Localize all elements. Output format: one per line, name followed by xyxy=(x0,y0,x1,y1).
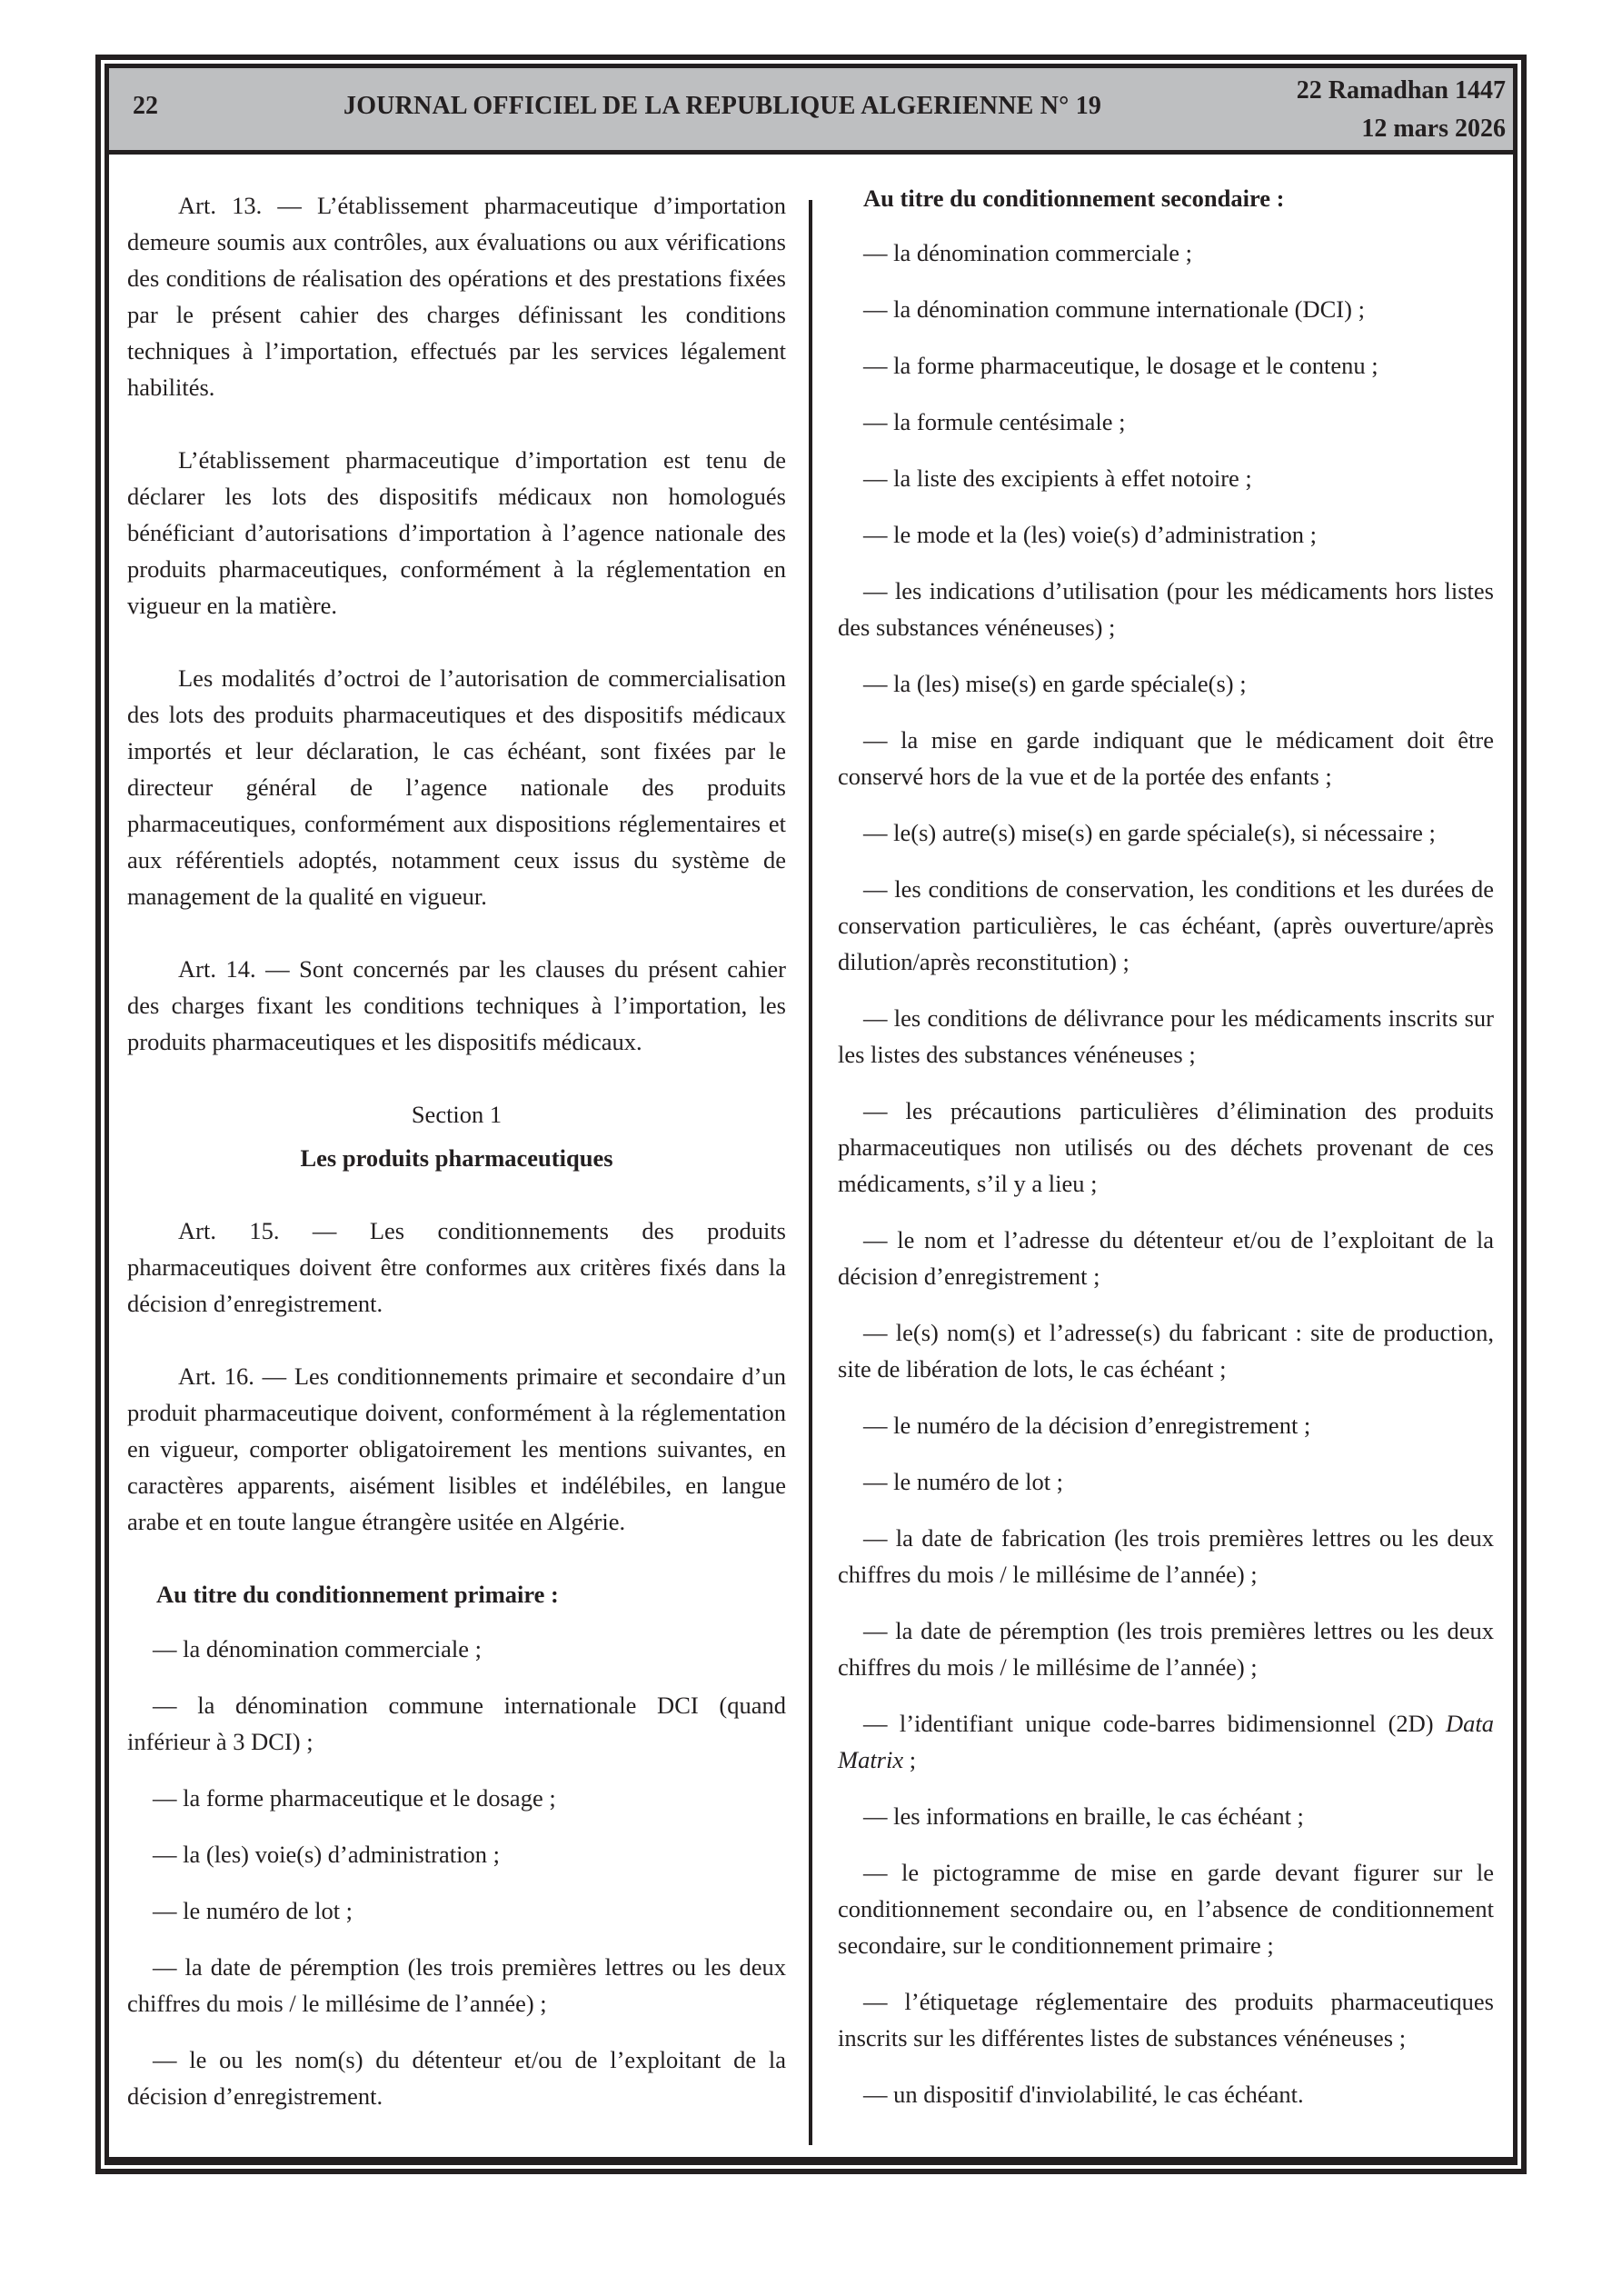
date-gregorian: 12 mars 2026 xyxy=(1361,115,1506,143)
article-16: Art. 16. — Les conditionnements primaire et secondaire d’un produit pharmaceutique doivent, conformément à la réglementation en vigueur, comporter obligatoirement les mentions suivantes, en caractères apparents, aisément lisibles et indélébiles, en langue arabe et en toute langue étrangère usitée en Algérie. xyxy=(127,1363,786,1535)
secondary-item: — la forme pharmaceutique, le dosage et le contenu ; xyxy=(863,352,1378,379)
secondary-item: — le numéro de lot ; xyxy=(863,1468,1064,1495)
datamatrix-suffix: ; xyxy=(903,1746,917,1773)
secondary-item: — les indications d’utilisation (pour les médicaments hors listes des substances vénéneuses) ; xyxy=(838,577,1494,641)
article-13-paragraph-3: Les modalités d’octroi de l’autorisation de commercialisation des lots des produits pharmaceutiques et des dispositifs médicaux importés et leur déclaration, le cas échéant, sont fixées par le directeur général de l’agence nationale des produits pharmaceutiques, conformément aux dispositions réglementaires et aux référentiels adoptés, notamment ceux issus du système de management de la qualité en vigueur. xyxy=(127,664,786,910)
article-14: Art. 14. — Sont concernés par les clauses du présent cahier des charges fixant les conditions techniques à l’importation, les produits pharmaceutiques et les dispositifs médicaux. xyxy=(127,955,786,1055)
left-column xyxy=(127,187,786,2134)
article-15: Art. 15. — Les conditionnements des produits pharmaceutiques doivent être conformes aux critères fixés dans la décision d’enregistrement. xyxy=(127,1217,786,1317)
section-number: Section 1 xyxy=(411,1101,503,1128)
secondary-item: — la dénomination commerciale ; xyxy=(863,239,1193,266)
primary-item: — la forme pharmaceutique et le dosage ; xyxy=(153,1784,556,1812)
issue-date xyxy=(1297,72,1506,148)
article-13-paragraph-2: L’établissement pharmaceutique d’importation est tenu de déclarer les lots des dispositifs médicaux non homologués bénéficiant d’autorisations d’importation à l’agence nationale des produits pharmaceutiques, conformément à la réglementation en vigueur en la matière. xyxy=(127,446,786,619)
article-13-paragraph-1: Art. 13. — L’établissement pharmaceutique d’importation demeure soumis aux contrôles, aux évaluations ou aux vérifications des conditions de réalisation des opérations et des prestations fixées par le présent cahier des charges définissant les conditions techniques à l’importation, effectués par les services légalement habilités. xyxy=(127,192,786,401)
secondary-item: — les précautions particulières d’élimination des produits pharmaceutiques non utilisés ou des déchets provenant de ces médicaments, s’il y a lieu ; xyxy=(838,1097,1494,1197)
secondary-item: — les conditions de délivrance pour les médicaments inscrits sur les listes des substances vénéneuses ; xyxy=(838,1004,1494,1068)
page-header xyxy=(109,68,1513,155)
secondary-item: — le(s) autre(s) mise(s) en garde spéciale(s), si nécessaire ; xyxy=(863,819,1436,846)
primary-item: — le numéro de lot ; xyxy=(153,1897,353,1924)
secondary-item: — le nom et l’adresse du détenteur et/ou de l’exploitant de la décision d’enregistrement ; xyxy=(838,1226,1494,1290)
secondary-item: — les informations en braille, le cas échéant ; xyxy=(863,1802,1304,1830)
column-divider xyxy=(809,200,812,2145)
secondary-item: — le numéro de la décision d’enregistrement ; xyxy=(863,1412,1311,1439)
secondary-item: — le pictogramme de mise en garde devant figurer sur le conditionnement secondaire ou, en l’absence de conditionnement secondaire, sur le conditionnement primaire ; xyxy=(838,1859,1494,1959)
primary-packaging-heading: Au titre du conditionnement primaire : xyxy=(156,1581,559,1608)
primary-item: — le ou les nom(s) du détenteur et/ou de l’exploitant de la décision d’enregistrement. xyxy=(127,2046,786,2110)
primary-item: — la (les) voie(s) d’administration ; xyxy=(153,1841,500,1868)
secondary-item: — la date de fabrication (les trois premières lettres ou les deux chiffres du mois / le millésime de l’année) ; xyxy=(838,1524,1494,1588)
primary-item: — la dénomination commerciale ; xyxy=(153,1635,483,1662)
secondary-item: — la date de péremption (les trois premières lettres ou les deux chiffres du mois / le millésime de l’année) ; xyxy=(838,1617,1494,1681)
secondary-item: — le mode et la (les) voie(s) d’administration ; xyxy=(863,521,1317,548)
journal-title: JOURNAL OFFICIEL DE LA REPUBLIQUE ALGERIENNE N° 19 xyxy=(343,92,1102,120)
section-title: Les produits pharmaceutiques xyxy=(300,1144,613,1172)
secondary-item: — la mise en garde indiquant que le médicament doit être conservé hors de la vue et de la portée des enfants ; xyxy=(838,726,1494,790)
datamatrix-term: Data Matrix xyxy=(838,1710,1494,1773)
secondary-item: — un dispositif d'inviolabilité, le cas échéant. xyxy=(863,2081,1304,2108)
page-number: 22 xyxy=(133,92,158,120)
primary-item: — la dénomination commune internationale DCI (quand inférieur à 3 DCI) ; xyxy=(127,1692,786,1755)
secondary-item: — la formule centésimale ; xyxy=(863,408,1126,435)
secondary-item: — le(s) nom(s) et l’adresse(s) du fabricant : site de production, site de libération de lots, le cas échéant ; xyxy=(838,1319,1494,1383)
secondary-item: — la dénomination commune internationale (DCI) ; xyxy=(863,295,1365,323)
secondary-item-datamatrix xyxy=(838,1705,1494,1778)
secondary-item: — la liste des excipients à effet notoire ; xyxy=(863,464,1252,492)
secondary-item: — les conditions de conservation, les conditions et les durées de conservation particulières, le cas échéant, (après ouverture/après dilution/après reconstitution) ; xyxy=(838,875,1494,975)
date-hijri: 22 Ramadhan 1447 xyxy=(1296,76,1506,105)
right-column xyxy=(838,187,1494,2132)
datamatrix-prefix: — l’identifiant unique code-barres bidimensionnel (2D) xyxy=(863,1710,1446,1737)
secondary-packaging-heading: Au titre du conditionnement secondaire : xyxy=(863,185,1285,212)
secondary-item: — l’étiquetage réglementaire des produits pharmaceutiques inscrits sur les différentes listes de substances vénéneuses ; xyxy=(838,1988,1494,2051)
primary-item: — la date de péremption (les trois premières lettres ou les deux chiffres du mois / le millésime de l’année) ; xyxy=(127,1953,786,2017)
secondary-item: — la (les) mise(s) en garde spéciale(s) ; xyxy=(863,670,1247,697)
